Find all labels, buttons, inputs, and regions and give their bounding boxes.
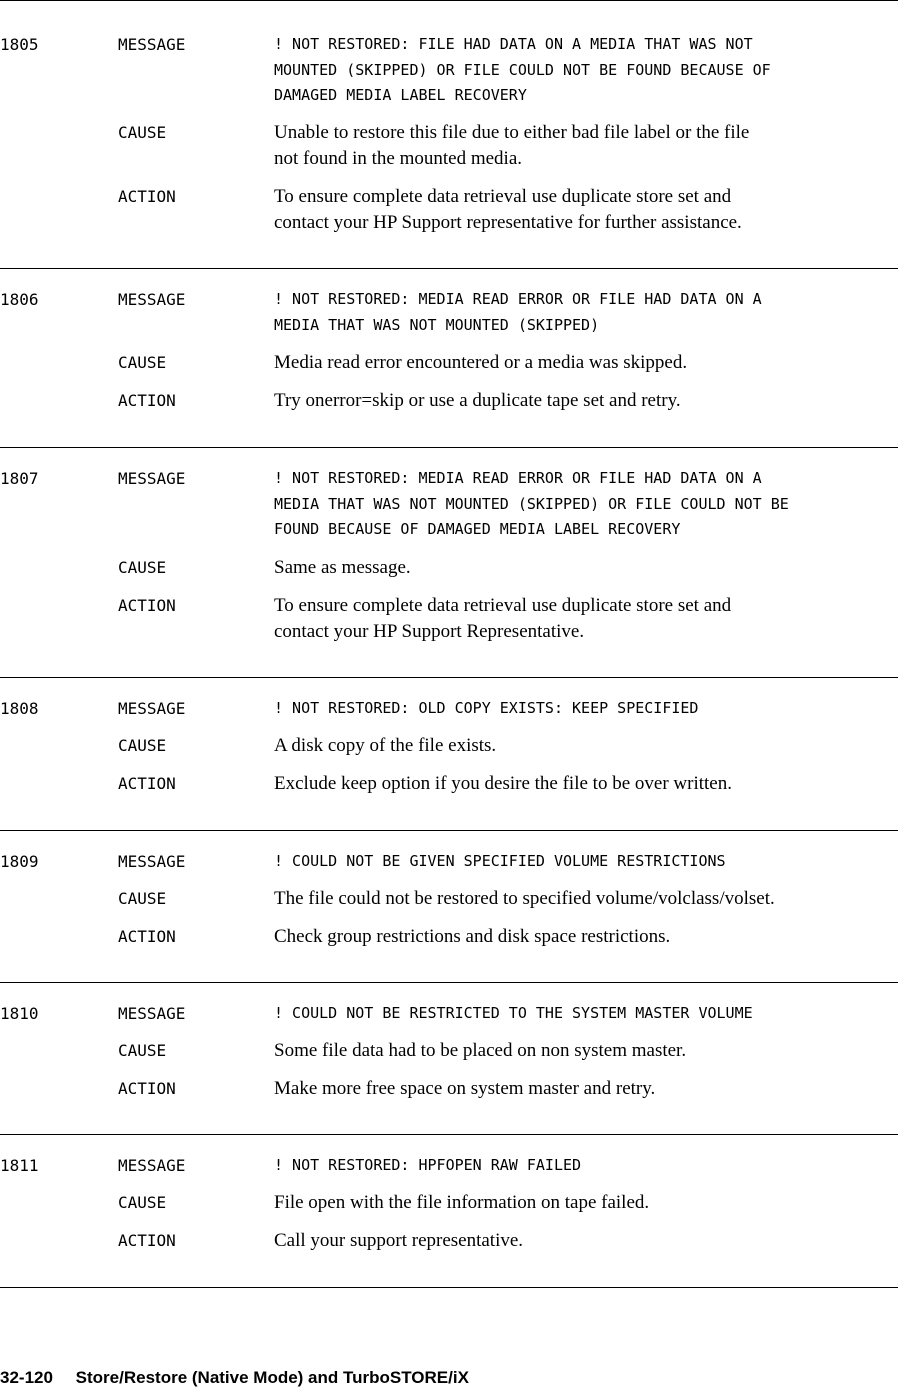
page-footer (0, 1368, 469, 1388)
cause-text: A disk copy of the file exists. (274, 735, 497, 756)
message-text: ! COULD NOT BE GIVEN SPECIFIED VOLUME RESTRICTIONS (274, 852, 726, 870)
divider (0, 447, 898, 448)
action-label: ACTION (118, 927, 176, 946)
message-label: MESSAGE (118, 852, 186, 871)
message-text: ! NOT RESTORED: HPFOPEN RAW FAILED (274, 1156, 582, 1174)
page-number: 32-120 (0, 1368, 53, 1387)
action-label: ACTION (118, 1231, 176, 1250)
error-number: 1807 (0, 469, 39, 488)
action-text: To ensure complete data retrieval use duplicate store set and contact your HP Support Representative. (274, 595, 732, 642)
action-text: To ensure complete data retrieval use duplicate store set and contact your HP Support representative for further assistance. (274, 186, 742, 233)
cause-label: CAUSE (118, 558, 167, 577)
divider (0, 677, 898, 678)
cause-text: The file could not be restored to specified volume/volclass/volset. (274, 888, 775, 909)
cause-text: Same as message. (274, 557, 411, 578)
message-label: MESSAGE (118, 1156, 186, 1175)
action-text: Try onerror=skip or use a duplicate tape set and retry. (274, 390, 681, 411)
divider (0, 830, 898, 831)
error-number: 1809 (0, 852, 39, 871)
message-label: MESSAGE (118, 290, 186, 309)
cause-label: CAUSE (118, 1041, 167, 1060)
cause-text: Media read error encountered or a media was skipped. (274, 352, 688, 373)
cause-label: CAUSE (118, 736, 167, 755)
message-text: ! NOT RESTORED: MEDIA READ ERROR OR FILE HAD DATA ON A MEDIA THAT WAS NOT MOUNTED (SKIPPED) OR FILE COULD NOT BE FOUND BECAUSE OF DAMAGED MEDIA LABEL RECOVERY (274, 469, 789, 538)
message-label: MESSAGE (118, 469, 186, 488)
cause-label: CAUSE (118, 1193, 167, 1212)
action-label: ACTION (118, 391, 176, 410)
cause-label: CAUSE (118, 123, 167, 142)
message-text: ! NOT RESTORED: MEDIA READ ERROR OR FILE HAD DATA ON A MEDIA THAT WAS NOT MOUNTED (SKIPPED) (274, 290, 762, 334)
divider (0, 1287, 898, 1288)
divider (0, 982, 898, 983)
action-label: ACTION (118, 774, 176, 793)
error-number: 1805 (0, 35, 39, 54)
error-number: 1811 (0, 1156, 39, 1175)
cause-text: Unable to restore this file due to either bad file label or the file not found in the mounted media. (274, 122, 750, 169)
message-label: MESSAGE (118, 699, 186, 718)
error-number: 1808 (0, 699, 39, 718)
message-label: MESSAGE (118, 35, 186, 54)
message-text: ! COULD NOT BE RESTRICTED TO THE SYSTEM MASTER VOLUME (274, 1004, 753, 1022)
cause-label: CAUSE (118, 889, 167, 908)
action-text: Call your support representative. (274, 1230, 524, 1251)
cause-text: Some file data had to be placed on non system master. (274, 1040, 687, 1061)
cause-text: File open with the file information on tape failed. (274, 1192, 650, 1213)
action-text: Check group restrictions and disk space restrictions. (274, 926, 671, 947)
top-rule (0, 0, 898, 1)
error-number: 1806 (0, 290, 39, 309)
message-text: ! NOT RESTORED: OLD COPY EXISTS: KEEP SPECIFIED (274, 699, 699, 717)
action-label: ACTION (118, 1079, 176, 1098)
action-text: Exclude keep option if you desire the file to be over written. (274, 773, 732, 794)
message-text: ! NOT RESTORED: FILE HAD DATA ON A MEDIA THAT WAS NOT MOUNTED (SKIPPED) OR FILE COULD NOT BE FOUND BECAUSE OF DAMAGED MEDIA LABEL RECOVERY (274, 35, 771, 104)
action-label: ACTION (118, 596, 176, 615)
message-label: MESSAGE (118, 1004, 186, 1023)
divider (0, 1134, 898, 1135)
action-text: Make more free space on system master and retry. (274, 1078, 656, 1099)
divider (0, 268, 898, 269)
chapter-title: Store/Restore (Native Mode) and TurboSTORE/iX (75, 1368, 469, 1387)
error-number: 1810 (0, 1004, 39, 1023)
cause-label: CAUSE (118, 353, 167, 372)
action-label: ACTION (118, 187, 176, 206)
